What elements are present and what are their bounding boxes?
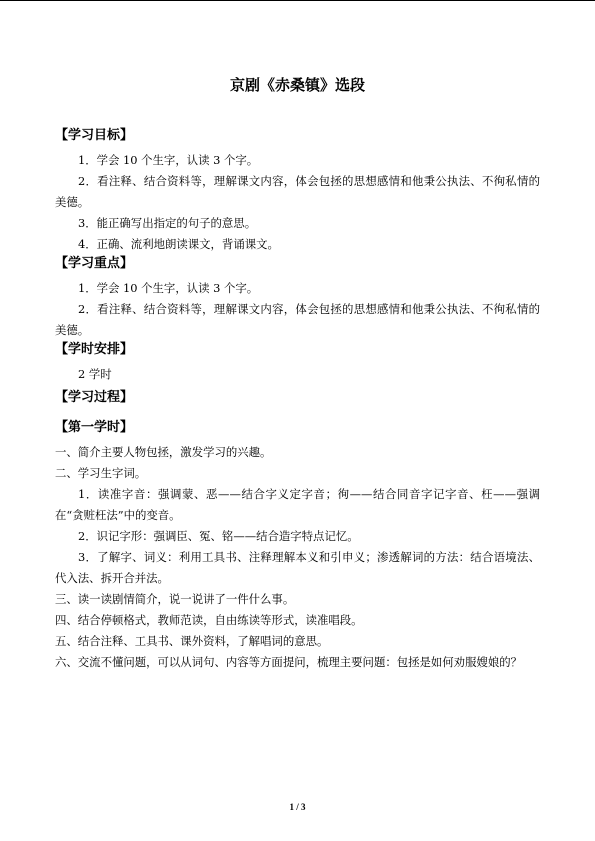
page-number: 1 / 3 — [289, 802, 306, 812]
document-title: 京剧《赤桑镇》选段 — [229, 76, 365, 94]
section-heading-schedule: 【学时安排】 — [55, 342, 134, 357]
lesson-sub-item: 2．识记字形：强调臣、冤、铭——结合造字特点记忆。 — [78, 529, 359, 543]
lesson-step: 五、结合注释、工具书、课外资料，了解唱词的意思。 — [55, 634, 329, 648]
lesson-sub-item: 3．了解字、词义：利用工具书、注释理解本义和引申义；渗透解词的方法：结合语境法、代入法、拆开合并法。 — [55, 550, 540, 585]
schedule-text: 2 学时 — [78, 367, 112, 381]
keypoint-item: 1．学会 10 个生字，认读 3 个字。 — [78, 281, 259, 295]
lesson-step: 四、结合停顿格式，教师范读，自由练读等形式，读准唱段。 — [55, 613, 363, 627]
lesson-step: 六、交流不懂问题，可以从词句、内容等方面提问，梳理主要问题：包拯是如何劝服嫂娘的？ — [55, 655, 523, 669]
goal-item: 1．学会 10 个生字，认读 3 个字。 — [78, 153, 259, 167]
goal-item: 4．正确、流利地朗读课文，背诵课文。 — [78, 237, 279, 251]
page-top-rule — [0, 0, 595, 1]
document-body — [55, 75, 540, 673]
section-heading-goals: 【学习目标】 — [55, 128, 134, 143]
schedule-block — [55, 364, 540, 385]
keypoint-item: 2．看注释、结合资料等，理解课文内容，体会包拯的思想感情和他秉公执法、不徇私情的美德。 — [55, 302, 540, 337]
section-heading-first-lesson: 【第一学时】 — [55, 420, 134, 435]
section-heading-keypoints: 【学习重点】 — [55, 256, 134, 271]
lesson-step: 二、学习生字词。 — [55, 466, 147, 480]
first-lesson-steps — [55, 442, 540, 673]
section-heading-process: 【学习过程】 — [55, 390, 134, 405]
goal-item: 2．看注释、结合资料等，理解课文内容，体会包拯的思想感情和他秉公执法、不徇私情的美德。 — [55, 174, 540, 209]
goals-list — [55, 150, 540, 255]
goal-item: 3．能正确写出指定的句子的意思。 — [78, 216, 257, 230]
lesson-sub-item: 1．读准字音：强调蒙、恶——结合字义定字音；徇——结合同音字记字音、枉——强调在“贪赃枉法”中的变音。 — [55, 487, 540, 522]
keypoints-list — [55, 278, 540, 341]
lesson-step: 一、简介主要人物包拯，激发学习的兴趣。 — [55, 445, 272, 459]
lesson-step: 三、读一读剧情简介，说一说讲了一件什么事。 — [55, 592, 295, 606]
